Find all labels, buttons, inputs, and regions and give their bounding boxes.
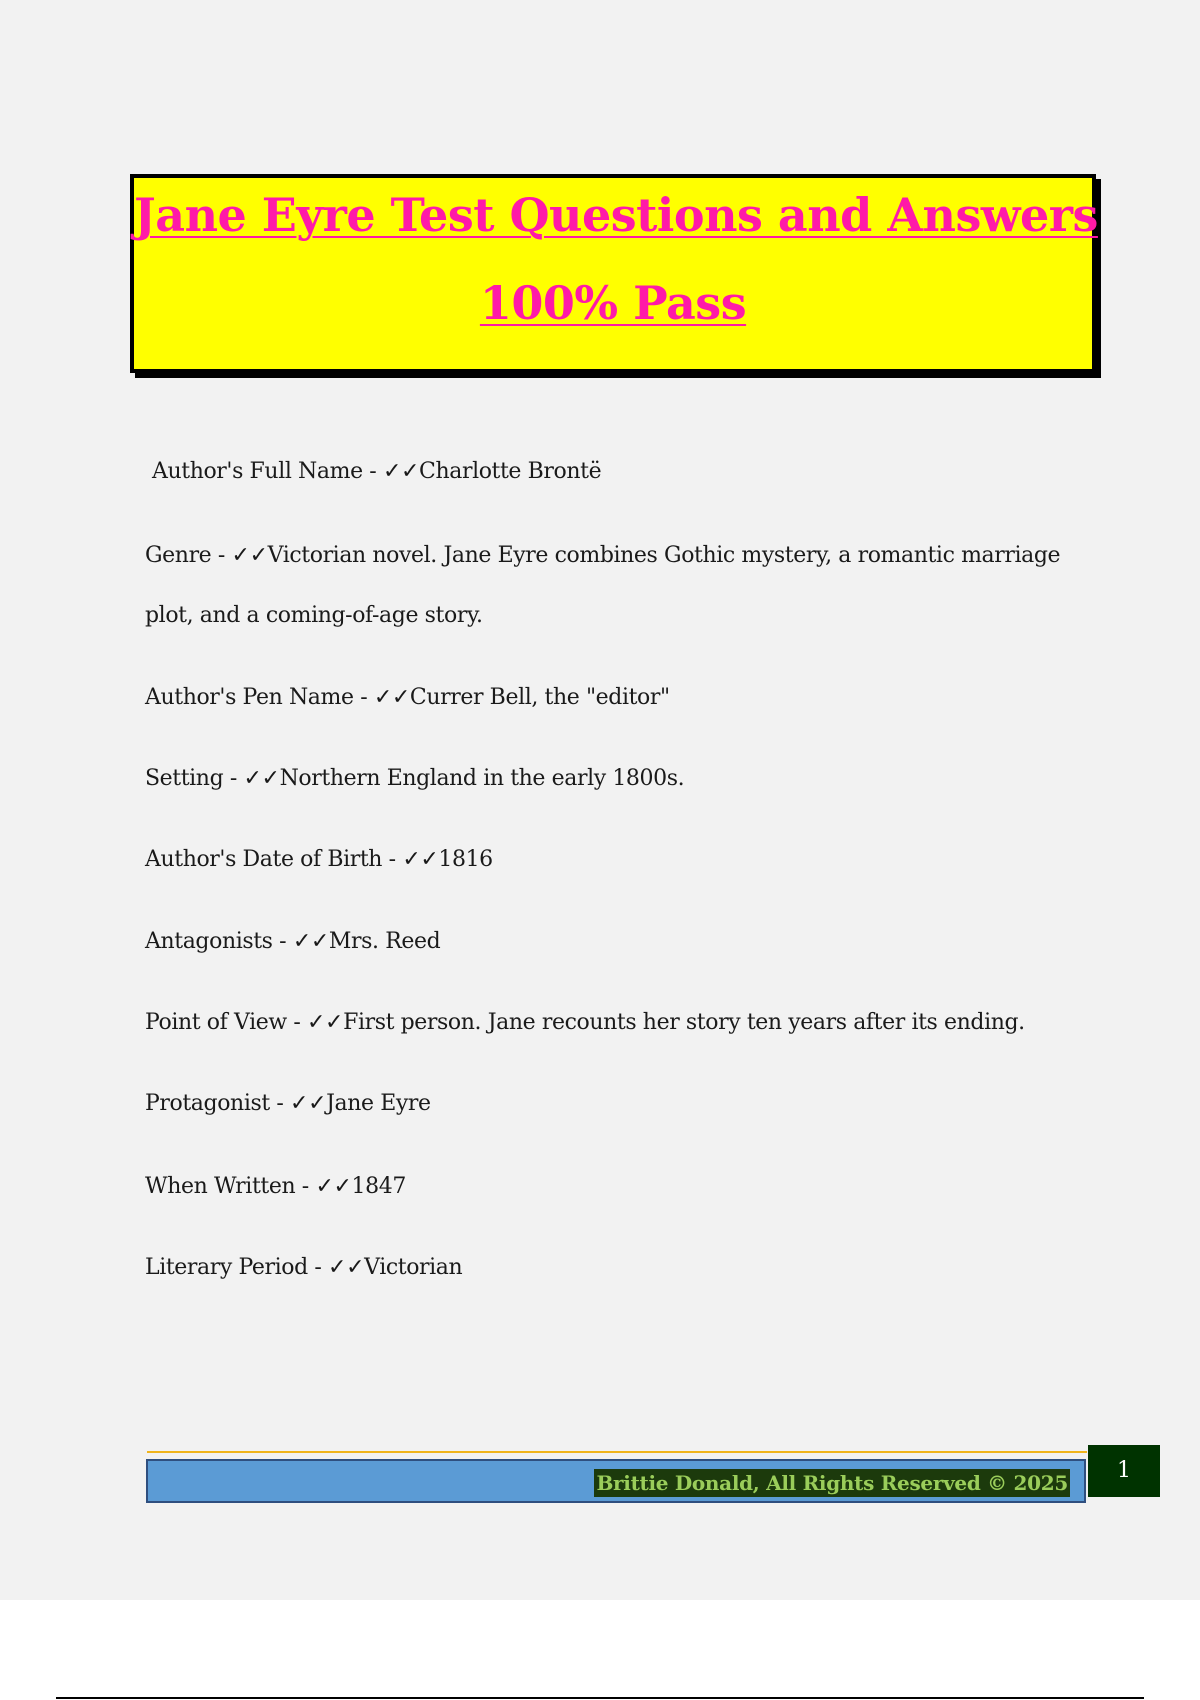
separator: - (295, 1174, 316, 1199)
answer-text: 1847 (351, 1174, 406, 1199)
separator: - (269, 1091, 291, 1116)
question-text: Author's Full Name (152, 459, 363, 484)
separator: - (382, 847, 403, 872)
question-text: Protagonist (145, 1091, 270, 1116)
question-text: Setting (145, 766, 224, 791)
qa-item (145, 1254, 1085, 1283)
question-text: Antagonists (145, 929, 273, 954)
title-banner (130, 174, 1096, 373)
qa-item (152, 458, 1092, 487)
footer-rule (147, 1451, 1087, 1453)
page-number: 1 (1088, 1445, 1160, 1497)
document-title: Jane Eyre Test Questions and Answers (134, 188, 1098, 242)
answer-text: 1816 (438, 847, 493, 872)
check-marks-icon: ✓✓ (292, 929, 329, 954)
separator: - (211, 543, 232, 568)
separator: - (223, 766, 244, 791)
qa-item (145, 846, 1085, 875)
answer-text: Northern England in the early 1800s. (279, 766, 685, 791)
separator: - (307, 1255, 329, 1280)
check-marks-icon: ✓✓ (307, 1010, 344, 1035)
qa-item (145, 1009, 1085, 1038)
page-separator-rule (56, 1697, 1144, 1699)
separator: - (353, 685, 374, 710)
document-subtitle: 100% Pass (479, 276, 747, 330)
question-text: Author's Date of Birth (145, 847, 383, 872)
separator: - (272, 929, 293, 954)
answer-text: Victorian (364, 1255, 463, 1280)
check-marks-icon: ✓✓ (328, 1255, 365, 1280)
check-marks-icon: ✓✓ (290, 1091, 327, 1116)
qa-item (145, 1090, 1085, 1119)
qa-item (145, 928, 1085, 957)
check-marks-icon: ✓✓ (402, 847, 439, 872)
qa-item (145, 765, 1085, 794)
footer-copyright: Brittie Donald, All Rights Reserved © 2025 (596, 1471, 1068, 1495)
answer-text: First person. Jane recounts her story ten years after its ending. (343, 1010, 1025, 1035)
qa-item (145, 684, 1085, 713)
check-marks-icon: ✓✓ (373, 685, 410, 710)
qa-item (145, 543, 1085, 646)
question-text: Genre (145, 543, 212, 568)
check-marks-icon: ✓✓ (315, 1174, 352, 1199)
answer-text: Victorian novel. Jane Eyre combines Gothic mystery, a romantic marriage plot, and a coming-of-age story. (145, 543, 1061, 628)
separator: - (286, 1010, 307, 1035)
question-text: Literary Period (145, 1255, 308, 1280)
question-text: Author's Pen Name (145, 685, 354, 710)
check-marks-icon: ✓✓ (382, 459, 420, 484)
question-text: Point of View (145, 1010, 287, 1035)
check-marks-icon: ✓✓ (243, 766, 280, 791)
answer-text: Jane Eyre (326, 1091, 431, 1116)
answer-text: Currer Bell, the "editor" (409, 685, 670, 710)
check-marks-icon: ✓✓ (231, 543, 268, 568)
question-text: When Written (145, 1174, 296, 1199)
answer-text: Charlotte Brontë (419, 459, 602, 484)
answer-text: Mrs. Reed (328, 929, 441, 954)
separator: - (362, 459, 383, 484)
footer-bar (146, 1459, 1086, 1503)
qa-item (145, 1173, 1085, 1202)
